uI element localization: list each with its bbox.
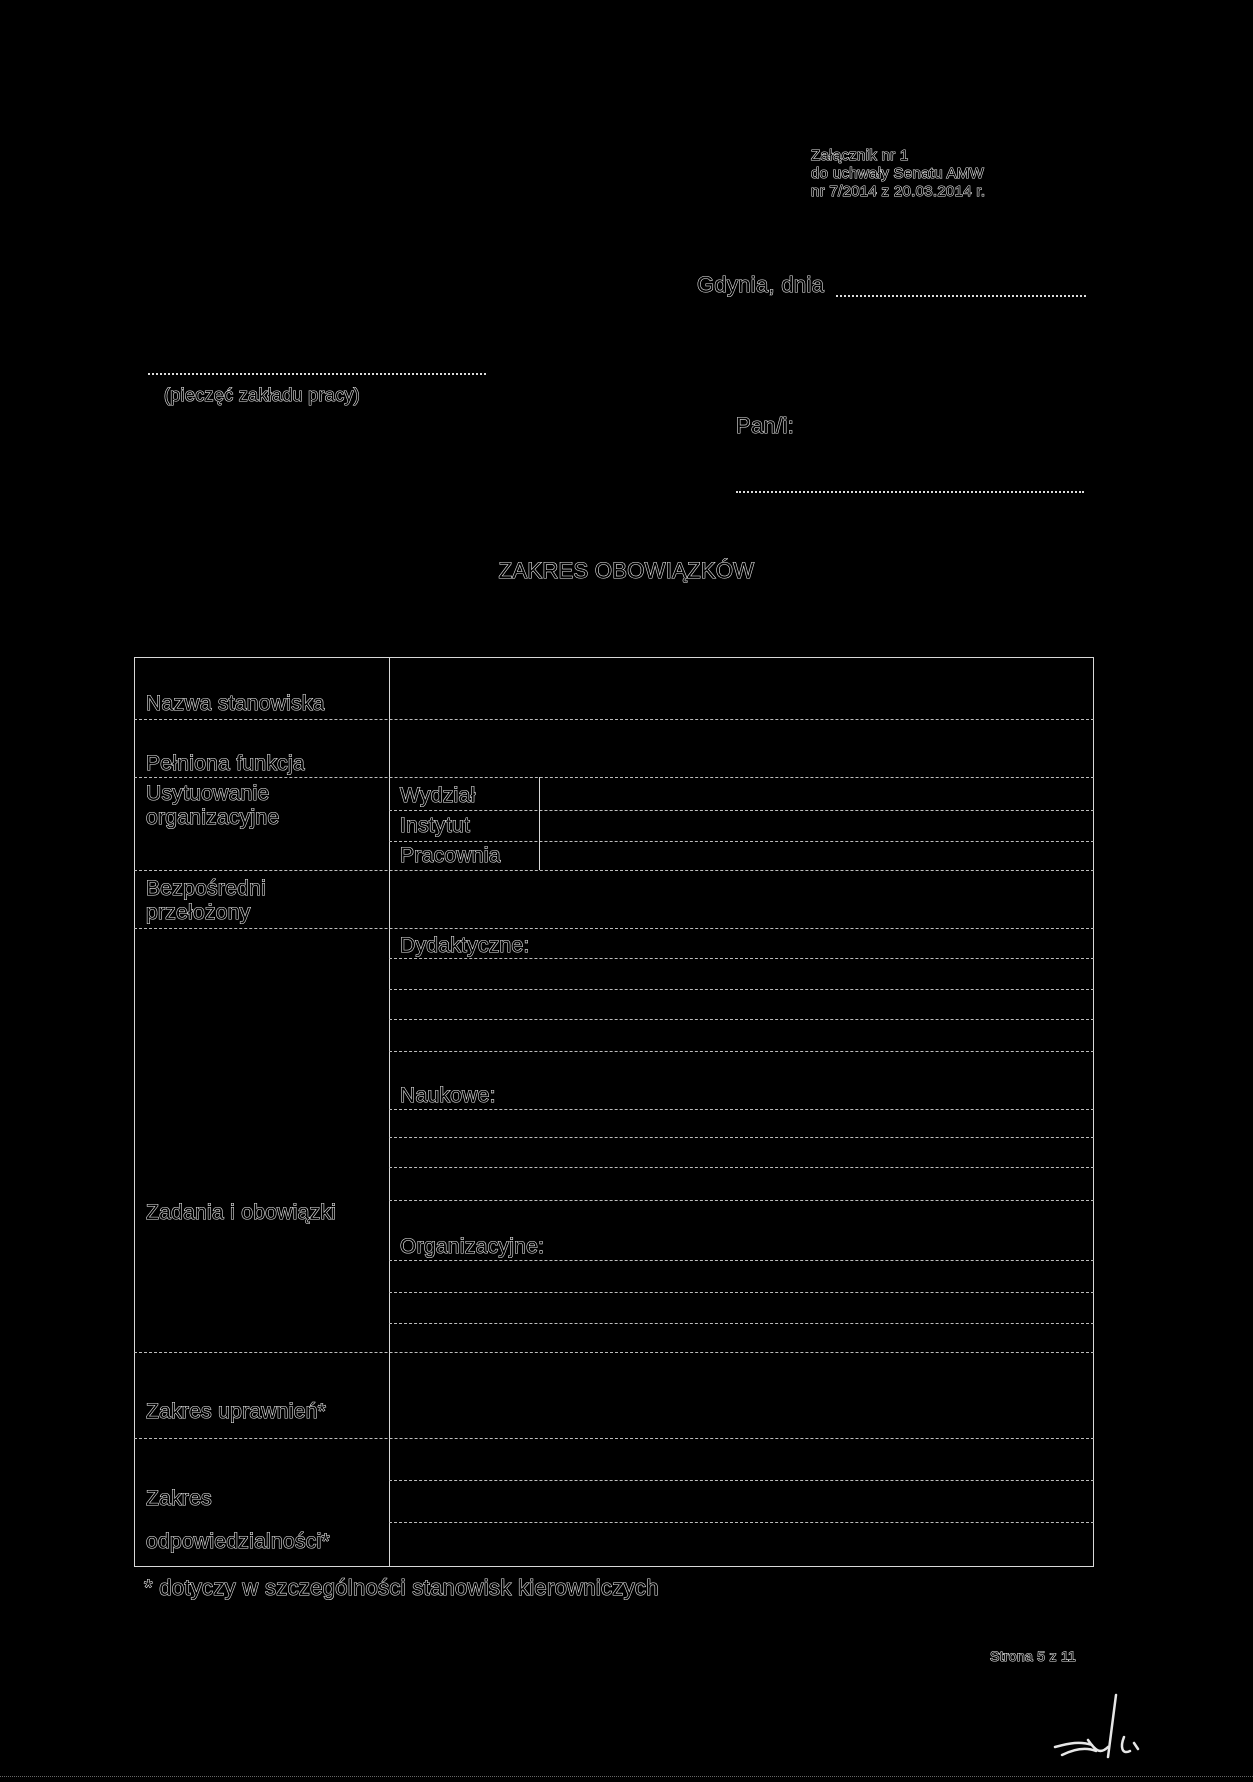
org-unit-institute: Instytut	[400, 814, 471, 837]
task-group-organizational: Organizacyjne:	[400, 1235, 545, 1258]
signature-mark	[1050, 1685, 1160, 1765]
footnote: * dotyczy w szczególności stanowisk kierowniczych	[144, 1575, 659, 1600]
position-name-label: Nazwa stanowiska	[146, 692, 325, 715]
place-date-label: Gdynia, dnia	[697, 272, 825, 297]
responsibility-label-line1: Zakres	[146, 1487, 212, 1510]
page-number: Strona 5 z 11	[990, 1648, 1077, 1664]
function-label: Pełniona funkcja	[146, 752, 305, 775]
attachment-line-3: nr 7/2014 z 20.03.2014 r.	[811, 183, 986, 200]
addressee-label: Pan/i:	[736, 413, 795, 438]
stamp-caption: (pieczęć zakładu pracy)	[164, 385, 360, 405]
attachment-line-2: do uchwały Senatu AMW	[811, 165, 985, 182]
task-group-research: Naukowe:	[400, 1084, 496, 1107]
task-group-teaching: Dydaktyczne:	[400, 934, 530, 957]
attachment-line-1: Załącznik nr 1	[811, 147, 909, 164]
supervisor-label: Bezpośredni przełożony	[146, 877, 267, 924]
org-unit-faculty: Wydział	[400, 784, 476, 807]
org-placement-label: Usytuowanie organizacyjne	[146, 782, 280, 829]
org-unit-lab: Pracownia	[400, 844, 501, 867]
tasks-label: Zadania i obowiązki	[146, 1201, 337, 1224]
bottom-edge-line	[0, 1776, 1253, 1777]
document-title: ZAKRES OBOWIĄZKÓW	[498, 558, 755, 583]
authority-label: Zakres uprawnień*	[146, 1400, 327, 1423]
responsibility-label-line2: odpowiedzialności*	[146, 1530, 331, 1553]
